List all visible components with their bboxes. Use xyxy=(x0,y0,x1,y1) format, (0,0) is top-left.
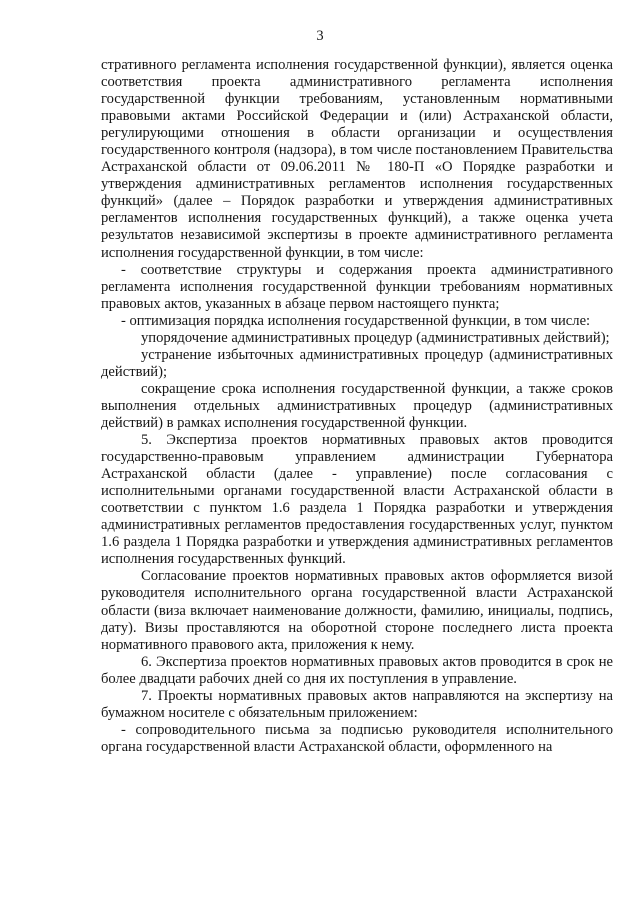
paragraph: - соответствие структуры и содержания проекта административного регламента исполнения государственной функции требованиям нормативных правовых актов, указанных в абзаце первом настоящего пункта; xyxy=(101,261,613,312)
paragraph: - сопроводительного письма за подписью руководителя исполнительного органа государственной власти Астраханской области, оформленного на xyxy=(101,721,613,755)
paragraph: Согласование проектов нормативных правовых актов оформляется визой руководителя исполнительного органа государственной власти Астраханской области (виза включает наименование должности, фамилию, инициалы, подпись, дату). Визы проставляются на оборотной стороне последнего листа проекта нормативного правового акта, приложения к нему. xyxy=(101,568,613,653)
paragraph: упорядочение административных процедур (административных действий); xyxy=(141,329,610,346)
paragraph: 6. Экспертиза проектов нормативных правовых актов проводится в срок не более двадцати рабочих дней со дня их поступления в управление. xyxy=(101,653,613,687)
paragraph: сокращение срока исполнения государственной функции, а также сроков выполнения отдельных административных процедур (административных действий) в рамках исполнения государственной функции. xyxy=(101,380,613,431)
paragraph: устранение избыточных административных процедур (административных действий); xyxy=(101,346,613,380)
paragraph: 7. Проекты нормативных правовых актов направляются на экспертизу на бумажном носителе с обязательным приложением: xyxy=(101,687,613,721)
paragraph: стративного регламента исполнения государственной функции), является оценка соответствия проекта административного регламента исполнения государственной функции требованиям, установленным нормативными правовыми актами Российской Федерации и (или) Астраханской области, регулирующими отношения в области организации и осуществления государственного контроля (надзора), в том числе постановлением Правительства Астраханской области от 09.06.2011 № 180-П «О Порядке разработки и утверждения административных регламентов исполнения государственных функций» (далее – Порядок разработки и утверждения административных регламентов исполнения государственных функций), а также оценка учета результатов независимой экспертизы в проекте административного регламента исполнения государственной функции, в том числе: xyxy=(101,57,613,261)
page-number: 3 xyxy=(316,28,324,44)
document-body xyxy=(101,57,613,756)
paragraph: 5. Экспертиза проектов нормативных правовых актов проводится государственно-правовым управлением администрации Губернатора Астраханской области (далее - управление) после согласования с исполнительными органами государственной власти Астраханской области в соответствии с пунктом 1.6 раздела 1 Порядка разработки и утверждения административных регламентов предоставления государственных услуг, пунктом 1.6 раздела 1 Порядка разработки и утверждения административных регламентов исполнения государственных функций. xyxy=(101,432,613,568)
paragraph: - оптимизация порядка исполнения государственной функции, в том числе: xyxy=(121,312,591,329)
